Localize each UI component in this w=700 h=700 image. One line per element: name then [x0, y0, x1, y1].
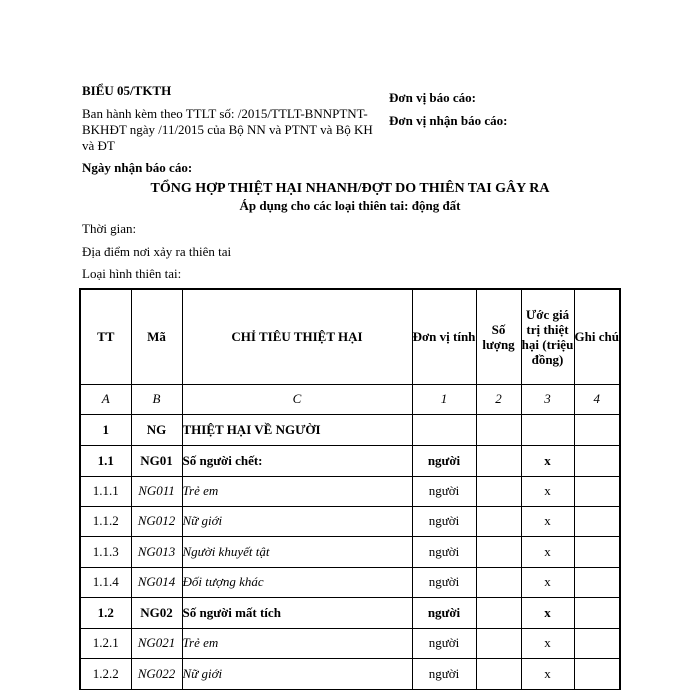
header-donvi: Đơn vị tính	[412, 289, 476, 384]
row-tt: 1.1.1	[80, 476, 131, 506]
table-row	[80, 658, 620, 689]
row-name: Đối tượng khác	[182, 567, 412, 597]
row-tt: 1.1.3	[80, 536, 131, 567]
row-value: x	[521, 628, 574, 658]
row-name: Số người mất tích	[182, 597, 412, 628]
row-unit: người	[412, 628, 476, 658]
header-tt: TT	[80, 289, 131, 384]
row-value: x	[521, 567, 574, 597]
letter-cell: B	[131, 384, 182, 414]
row-name: THIỆT HẠI VỀ NGƯỜI	[182, 414, 412, 445]
row-value: x	[521, 445, 574, 476]
row-unit: người	[412, 567, 476, 597]
row-qty	[476, 414, 521, 445]
location-label: Địa điểm nơi xảy ra thiên tai	[82, 244, 232, 259]
row-value: x	[521, 597, 574, 628]
row-note	[574, 445, 620, 476]
row-qty	[476, 597, 521, 628]
document-subtitle: Áp dụng cho các loại thiên tai: động đất	[239, 198, 461, 213]
row-qty	[476, 628, 521, 658]
row-code: NG021	[131, 628, 182, 658]
letter-cell: 2	[476, 384, 521, 414]
column-letter-row	[80, 384, 620, 414]
disaster-type-label: Loại hình thiên tai:	[82, 266, 182, 281]
letter-cell: 3	[521, 384, 574, 414]
row-value	[521, 414, 574, 445]
row-name: Trẻ em	[182, 476, 412, 506]
row-tt: 1.2.1	[80, 628, 131, 658]
row-tt: 1.2	[80, 597, 131, 628]
row-value: x	[521, 506, 574, 536]
row-note	[574, 536, 620, 567]
row-tt: 1	[80, 414, 131, 445]
row-note	[574, 414, 620, 445]
row-code: NG012	[131, 506, 182, 536]
header-chitieu: CHỈ TIÊU THIỆT HẠI	[182, 289, 412, 384]
letter-cell: 4	[574, 384, 620, 414]
row-note	[574, 597, 620, 628]
table-row	[80, 476, 620, 506]
row-qty	[476, 567, 521, 597]
row-note	[574, 628, 620, 658]
row-qty	[476, 445, 521, 476]
table-row	[80, 414, 620, 445]
row-qty	[476, 506, 521, 536]
row-qty	[476, 536, 521, 567]
row-unit: người	[412, 658, 476, 689]
row-tt: 1.1.2	[80, 506, 131, 536]
row-value: x	[521, 658, 574, 689]
row-unit	[412, 414, 476, 445]
header-soluong: Số lượng	[476, 289, 521, 384]
receiving-unit-label: Đơn vị nhận báo cáo:	[389, 113, 508, 128]
row-unit: người	[412, 597, 476, 628]
row-name: Số người chết:	[182, 445, 412, 476]
decree-reference: Ban hành kèm theo TTLT số: /2015/TTLT-BNNPTNT-BKHĐT ngày /11/2015 của Bộ NN và PTNT và Bộ KH và ĐT	[82, 106, 373, 153]
header-uocgia: Ước giá trị thiệt hại (triệu đồng)	[521, 289, 574, 384]
table-row	[80, 445, 620, 476]
row-code: NG014	[131, 567, 182, 597]
row-name: Nữ giới	[182, 658, 412, 689]
letter-cell: 1	[412, 384, 476, 414]
row-code: NG02	[131, 597, 182, 628]
damage-table	[79, 288, 621, 690]
table-row	[80, 628, 620, 658]
row-unit: người	[412, 476, 476, 506]
row-name: Nữ giới	[182, 506, 412, 536]
document-title: TỔNG HỢP THIỆT HẠI NHANH/ĐỢT DO THIÊN TAI GÂY RA	[150, 181, 550, 196]
row-tt: 1.1	[80, 445, 131, 476]
row-unit: người	[412, 445, 476, 476]
row-tt: 1.2.2	[80, 658, 131, 689]
table-row	[80, 536, 620, 567]
table-row	[80, 597, 620, 628]
form-code: BIỂU 05/TKTH	[82, 83, 172, 98]
row-value: x	[521, 476, 574, 506]
received-date-label: Ngày nhận báo cáo:	[82, 160, 193, 175]
time-label: Thời gian:	[82, 221, 137, 236]
row-value: x	[521, 536, 574, 567]
letter-cell: A	[80, 384, 131, 414]
letter-cell: C	[182, 384, 412, 414]
table-row	[80, 567, 620, 597]
row-code: NG011	[131, 476, 182, 506]
row-unit: người	[412, 536, 476, 567]
row-tt: 1.1.4	[80, 567, 131, 597]
table-row	[80, 506, 620, 536]
row-code: NG022	[131, 658, 182, 689]
row-qty	[476, 476, 521, 506]
row-qty	[476, 658, 521, 689]
header-ma: Mã	[131, 289, 182, 384]
row-note	[574, 476, 620, 506]
row-code: NG013	[131, 536, 182, 567]
row-note	[574, 567, 620, 597]
header-ghichu: Ghi chú	[574, 289, 620, 384]
row-unit: người	[412, 506, 476, 536]
table-header-row	[80, 289, 620, 384]
row-code: NG01	[131, 445, 182, 476]
row-note	[574, 506, 620, 536]
row-name: Trẻ em	[182, 628, 412, 658]
row-name: Người khuyết tật	[182, 536, 412, 567]
reporting-unit-label: Đơn vị báo cáo:	[389, 90, 477, 105]
row-note	[574, 658, 620, 689]
row-code: NG	[131, 414, 182, 445]
